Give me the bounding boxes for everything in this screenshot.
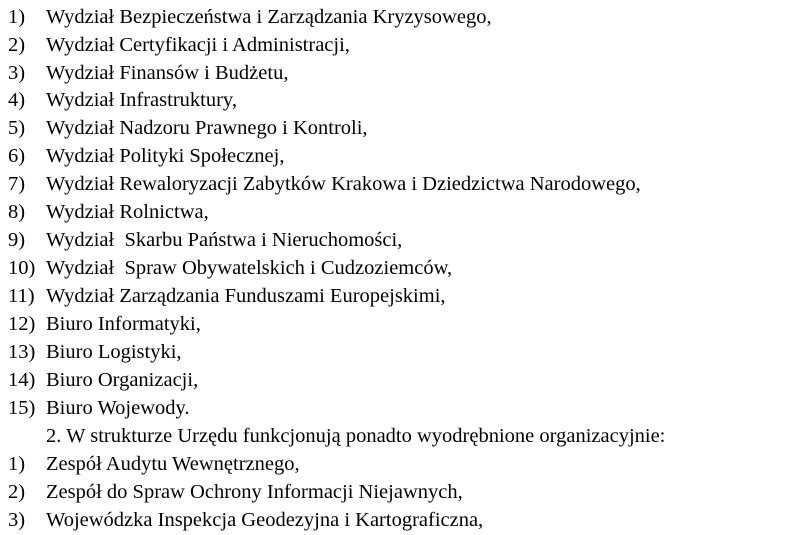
list-item-text: Zespół do Spraw Ochrony Informacji Niejawnych, [46, 481, 463, 503]
list-item-number: 6) [8, 145, 26, 167]
list-item-number: 4) [8, 89, 26, 111]
list-item-text: Wydział Spraw Obywatelskich i Cudzoziemców, [46, 257, 453, 279]
list-item-text: Wydział Bezpieczeństwa i Zarządzania Kryzysowego, [46, 6, 492, 28]
paragraph-text: 2. W strukturze Urzędu funkcjonują ponadto wyodrębnione organizacyjnie: [46, 425, 666, 447]
list-item-number: 7) [8, 173, 26, 195]
list-item-text: Wydział Finansów i Budżetu, [46, 62, 289, 84]
list-item-number: 12) [8, 313, 36, 335]
list-item-text: Wydział Certyfikacji i Administracji, [46, 34, 350, 56]
list-item-number: 9) [8, 229, 26, 251]
list-item-number: 3) [8, 62, 26, 84]
list-item-number: 13) [8, 341, 36, 363]
list-item-text: Wydział Skarbu Państwa i Nieruchomości, [46, 229, 403, 251]
list-item-text: Wydział Rolnictwa, [46, 201, 209, 223]
list-item-number: 3) [8, 509, 26, 531]
list-item-text: Biuro Logistyki, [46, 341, 182, 363]
list-item-number: 14) [8, 369, 36, 391]
list-item-text: Wydział Nadzoru Prawnego i Kontroli, [46, 117, 368, 139]
list-item-text: Zespół Audytu Wewnętrznego, [46, 453, 300, 475]
list-item-number: 8) [8, 201, 26, 223]
list-item-text: Biuro Informatyki, [46, 313, 201, 335]
list-item-number: 5) [8, 117, 26, 139]
list-item-number: 1) [8, 6, 26, 28]
list-item-text: Wojewódzka Inspekcja Geodezyjna i Kartograficzna, [46, 509, 484, 531]
list-item-number: 2) [8, 481, 26, 503]
list-item-number: 2) [8, 34, 26, 56]
list-item-text: Wydział Rewaloryzacji Zabytków Krakowa i Dziedzictwa Narodowego, [46, 173, 641, 195]
list-item-number: 11) [8, 285, 35, 307]
list-item-text: Biuro Organizacji, [46, 369, 199, 391]
list-item-text: Wydział Zarządzania Funduszami Europejskimi, [46, 285, 446, 307]
list-item-text: Wydział Polityki Społecznej, [46, 145, 285, 167]
list-item-number: 1) [8, 453, 26, 475]
list-item-text: Wydział Infrastruktury, [46, 89, 237, 111]
list-item-number: 10) [8, 257, 36, 279]
list-item-number: 15) [8, 397, 36, 419]
list-item-text: Biuro Wojewody. [46, 397, 190, 419]
